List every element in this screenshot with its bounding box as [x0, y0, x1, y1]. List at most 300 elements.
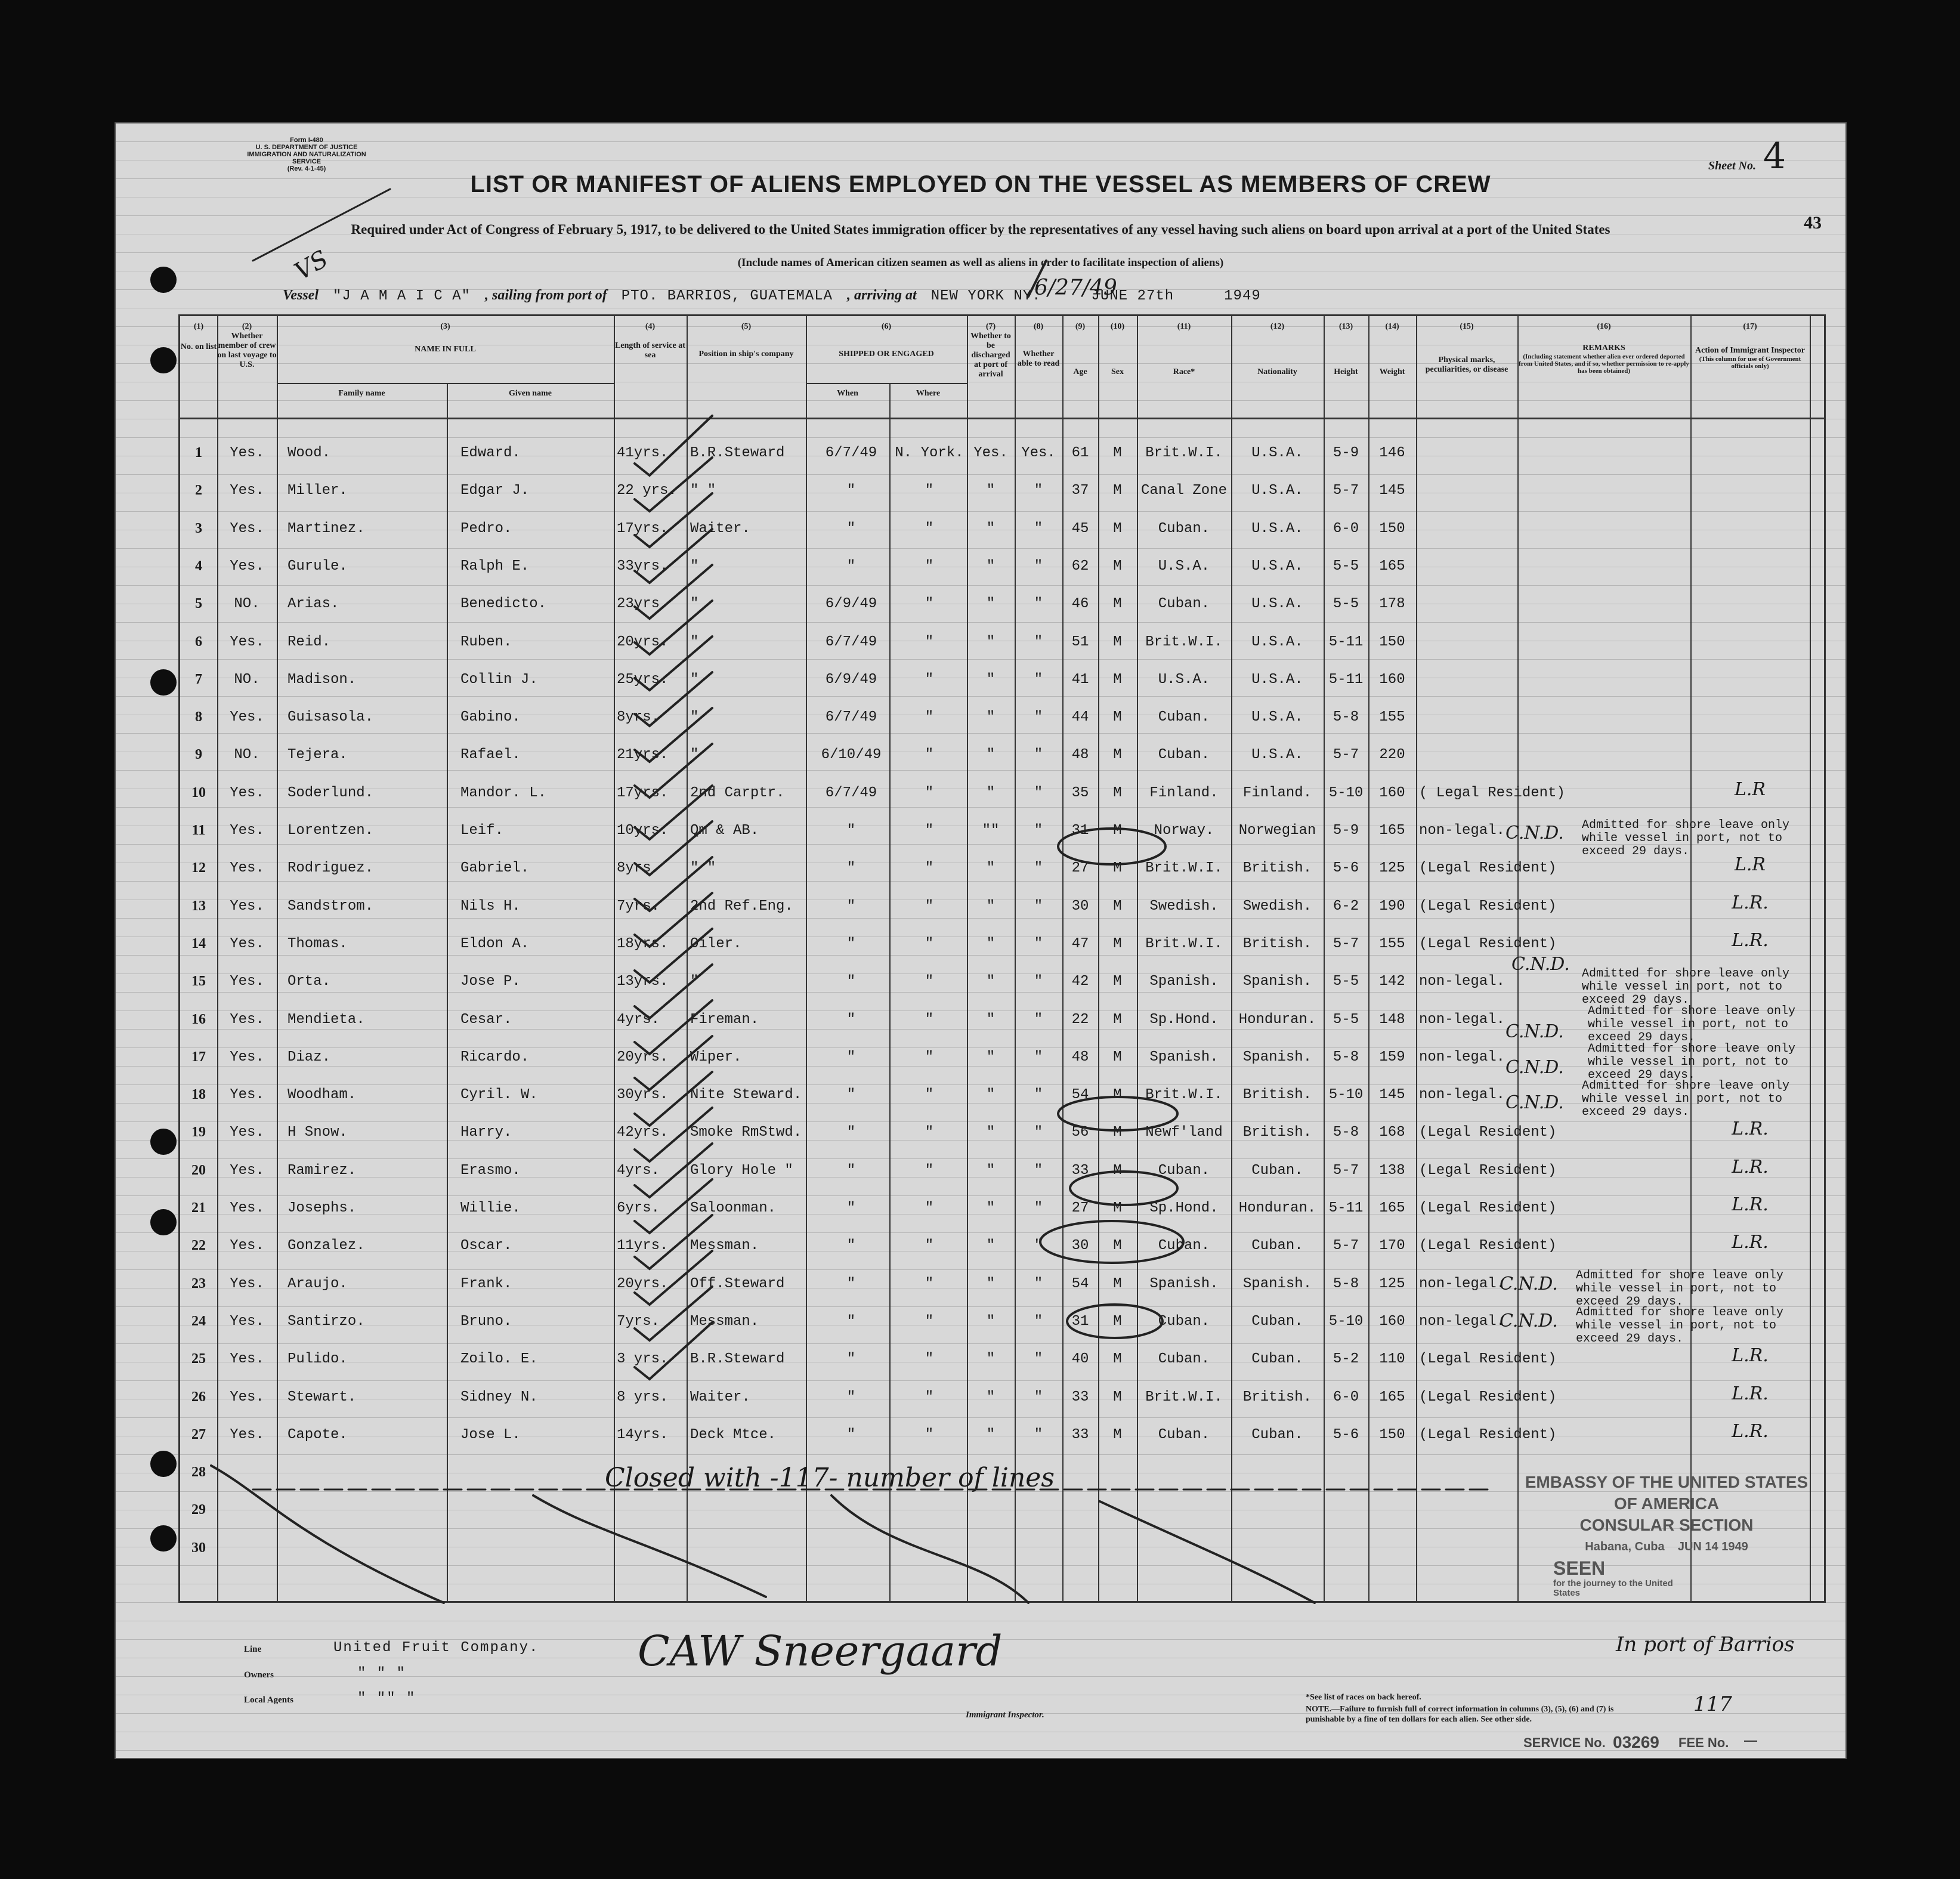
cell-discharged: " — [986, 520, 996, 537]
cell-marks: (Legal Resident) — [1419, 1200, 1557, 1216]
cell-family: Gonzalez. — [287, 1238, 365, 1254]
cell-read: " — [1034, 1313, 1043, 1330]
sheet-number-label: Sheet No. — [1708, 159, 1756, 172]
cell-race: Cuban. — [1158, 520, 1210, 537]
cell-position: Nite Steward. — [690, 1087, 802, 1104]
cell-read: " — [1034, 1238, 1043, 1254]
cell-age: 22 — [1071, 1011, 1089, 1028]
cell-given: Ricardo. — [460, 1049, 530, 1065]
cell-family: Reid. — [287, 633, 331, 650]
cell-weight: 110 — [1379, 1351, 1405, 1368]
cell-marks: non-legal. — [1419, 823, 1505, 839]
stamp-line-3: CONSULAR SECTION — [1579, 1516, 1754, 1534]
cell-sex: M — [1113, 1389, 1122, 1405]
cell-crew: Yes. — [230, 860, 264, 877]
header-col-3: (3) NAME IN FULL — [415, 322, 476, 354]
cell-age: 44 — [1071, 709, 1089, 726]
cell-no: 6 — [195, 633, 202, 650]
cell-when: 6/9/49 — [825, 671, 877, 688]
service-number-label: SERVICE No. — [1523, 1735, 1606, 1750]
cell-position: Glory Hole " — [690, 1162, 793, 1179]
cell-family: Mendieta. — [287, 1011, 365, 1028]
cell-no: 25 — [191, 1351, 206, 1367]
cell-crew: NO. — [234, 596, 260, 613]
cell-given: Sidney N. — [460, 1389, 538, 1405]
cell-read: " — [1034, 898, 1043, 914]
cell-position: " " — [690, 860, 716, 877]
header-col-5: (5) Position in ship's company — [698, 322, 794, 359]
cell-family: Araujo. — [287, 1275, 348, 1292]
header-col-7: (7) Whether to be discharged at port of arrival — [970, 322, 1011, 379]
cell-family: Soderlund. — [287, 784, 374, 801]
cell-no: 27 — [191, 1426, 206, 1442]
cell-where: " — [925, 898, 934, 914]
cell-race: U.S.A. — [1158, 671, 1210, 688]
cell-read: " — [1034, 1049, 1043, 1065]
cell-sex: M — [1113, 709, 1122, 726]
cell-service: 25yrs. — [617, 671, 669, 688]
cell-discharged: " — [986, 898, 996, 914]
cell-when: 6/10/49 — [821, 747, 882, 764]
cell-read: " — [1034, 1124, 1043, 1141]
owners-value: " " " — [357, 1665, 407, 1682]
cell-service: 10yrs. — [617, 823, 669, 839]
stamp-journey: for the journey to the United States — [1553, 1578, 1673, 1598]
cell-sex: M — [1113, 1162, 1122, 1179]
cell-crew: Yes. — [230, 483, 264, 499]
cell-family: Madison. — [287, 671, 357, 688]
cell-sex: M — [1113, 1087, 1122, 1104]
cell-where: " — [925, 1238, 934, 1254]
cell-read: " — [1034, 823, 1043, 839]
cell-sex: M — [1113, 1011, 1122, 1028]
cell-given: Leif. — [460, 823, 504, 839]
cell-no: 10 — [191, 784, 206, 801]
cell-race: Brit.W.I. — [1145, 935, 1223, 952]
cell-height: 5-11 — [1328, 633, 1364, 650]
cell-given: Benedicto. — [460, 596, 547, 613]
cell-where: " — [925, 823, 934, 839]
cell-weight: 160 — [1379, 784, 1405, 801]
cell-height: 5-11 — [1328, 671, 1364, 688]
agents-label: Local Agents — [244, 1695, 293, 1705]
cell-where: " — [925, 671, 934, 688]
cell-nationality: U.S.A. — [1251, 520, 1303, 537]
cell-crew: Yes. — [230, 898, 264, 914]
cell-where: " — [925, 1275, 934, 1292]
cell-nationality: U.S.A. — [1251, 709, 1303, 726]
cell-no: 13 — [191, 898, 206, 914]
cell-no: 2 — [195, 483, 202, 499]
cell-height: 5-8 — [1333, 1124, 1359, 1141]
cell-read: " — [1034, 709, 1043, 726]
cell-when: " — [846, 1313, 856, 1330]
cell-nationality: Swedish. — [1242, 898, 1312, 914]
line-value: United Fruit Company. — [333, 1640, 539, 1656]
cell-age: 48 — [1071, 1049, 1089, 1065]
header-col-14: (14) Weight — [1379, 322, 1405, 376]
cell-where: " — [925, 483, 934, 499]
cell-height: 5-5 — [1333, 974, 1359, 990]
handwritten-cnd: C.N.D. — [1511, 954, 1570, 975]
cell-height: 5-8 — [1333, 1049, 1359, 1065]
header-col-4: (4) Length of service at sea — [615, 322, 685, 360]
stamp-seen: SEEN — [1553, 1557, 1606, 1579]
cell-sex: M — [1113, 935, 1122, 952]
cell-sex: M — [1113, 558, 1122, 574]
cell-no: 14 — [191, 935, 206, 951]
cell-where: N. York. — [895, 445, 964, 461]
cell-race: Sp.Hond. — [1149, 1200, 1219, 1216]
handwritten-count: 117 — [1693, 1692, 1732, 1716]
cell-service: 8yrs. — [617, 709, 660, 726]
cell-sex: M — [1113, 860, 1122, 877]
cell-no: 21 — [191, 1200, 206, 1216]
inspector-label: Immigrant Inspector. — [966, 1710, 1044, 1720]
cell-position: Waiter. — [690, 1389, 750, 1405]
cell-weight: 168 — [1379, 1124, 1405, 1141]
cell-when: " — [846, 898, 856, 914]
cell-age: 37 — [1071, 483, 1089, 499]
cell-family: Martinez. — [287, 520, 365, 537]
handwritten-vs: VS — [290, 245, 333, 286]
cell-nationality: British. — [1242, 935, 1312, 952]
cell-height: 5-5 — [1333, 1011, 1359, 1028]
cell-race: Cuban. — [1158, 596, 1210, 613]
cell-nationality: Honduran. — [1238, 1011, 1316, 1028]
cell-read: " — [1034, 558, 1043, 574]
cell-nationality: Cuban. — [1251, 1426, 1303, 1443]
cell-age: 45 — [1071, 520, 1089, 537]
cell-nationality: Spanish. — [1242, 1049, 1312, 1065]
cell-given: Gabriel. — [460, 860, 530, 877]
header-col-13: (13) Height — [1334, 322, 1358, 376]
cell-weight: 165 — [1379, 1389, 1405, 1405]
cell-service: 21yrs. — [617, 747, 669, 764]
cell-service: 20yrs. — [617, 1049, 669, 1065]
cell-marks: ( Legal Resident) — [1419, 784, 1565, 801]
cell-family: Sandstrom. — [287, 898, 374, 914]
cell-sex: M — [1113, 784, 1122, 801]
cell-age: 40 — [1071, 1351, 1089, 1368]
cell-no: 17 — [191, 1049, 206, 1065]
handwritten-port-note: In port of Barrios — [1616, 1633, 1795, 1657]
cell-position: " — [690, 596, 699, 613]
cell-action: L.R — [1734, 778, 1766, 800]
cell-race: Brit.W.I. — [1145, 1389, 1223, 1405]
cell-nationality: U.S.A. — [1251, 596, 1303, 613]
cell-sex: M — [1113, 747, 1122, 764]
cell-height: 5-7 — [1333, 1238, 1359, 1254]
cell-service: 7yrs. — [617, 898, 660, 914]
cell-discharged: "" — [982, 823, 1000, 839]
cell-given: Jose L. — [460, 1426, 521, 1443]
cell-age: 62 — [1071, 558, 1089, 574]
vessel-label: Vessel — [283, 288, 319, 303]
cell-weight: 142 — [1379, 974, 1405, 990]
cell-crew: NO. — [234, 747, 260, 764]
cell-weight: 150 — [1379, 520, 1405, 537]
cell-action: L.R. — [1732, 1156, 1769, 1178]
handwritten-date: 6/27/49 — [1034, 276, 1117, 300]
cell-no: 23 — [191, 1275, 206, 1291]
remark-row-16: Admitted for shore leave only while vessel in port, not to exceed 29 days. — [1588, 1042, 1796, 1082]
cell-discharged: Yes. — [973, 445, 1008, 461]
page-number: 43 — [1804, 213, 1822, 233]
cell-action: L.R. — [1732, 1118, 1769, 1140]
cell-no: 7 — [195, 671, 202, 687]
cell-position: B.R.Steward — [690, 445, 785, 461]
cell-height: 5-7 — [1333, 935, 1359, 952]
cell-height: 5-11 — [1328, 1200, 1364, 1216]
cell-family: Ramirez. — [287, 1162, 357, 1179]
form-department: U. S. DEPARTMENT OF JUSTICE — [255, 144, 358, 151]
cell-position: Wiper. — [690, 1049, 742, 1065]
cell-position: " — [690, 974, 699, 990]
arriving-label: , arriving at — [847, 288, 917, 303]
cell-sex: M — [1113, 1049, 1122, 1065]
sailing-label: , sailing from port of — [485, 288, 607, 303]
cell-discharged: " — [986, 1238, 996, 1254]
cell-discharged: " — [986, 671, 996, 688]
cell-where: " — [925, 1011, 934, 1028]
cell-read: " — [1034, 596, 1043, 613]
cell-family: Orta. — [287, 974, 331, 990]
cell-position: " — [690, 558, 699, 574]
cell-race: Cuban. — [1158, 709, 1210, 726]
handwritten-cnd: C.N.D. — [1505, 823, 1564, 843]
service-number: 03269 — [1613, 1733, 1659, 1751]
cell-no: 20 — [191, 1162, 206, 1178]
header-col-12: (12) Nationality — [1257, 322, 1297, 376]
cell-where: " — [925, 1313, 934, 1330]
cell-action: L.R. — [1732, 1194, 1769, 1215]
cell-given: Edgar J. — [460, 483, 530, 499]
cell-race: Cuban. — [1158, 1426, 1210, 1443]
embassy-stamp — [1511, 1472, 1822, 1668]
cell-no: 12 — [191, 860, 206, 876]
cell-given: Collin J. — [460, 671, 538, 688]
cell-family: Arias. — [287, 596, 339, 613]
cell-height: 6-0 — [1333, 1389, 1359, 1405]
agents-value: " "" " — [357, 1691, 416, 1707]
cell-where: " — [925, 596, 934, 613]
cell-where: " — [925, 633, 934, 650]
cell-discharged: " — [986, 1426, 996, 1443]
cell-given: Rafael. — [460, 747, 521, 764]
cell-weight: 146 — [1379, 445, 1405, 461]
cell-nationality: Cuban. — [1251, 1313, 1303, 1330]
cell-nationality: British. — [1242, 1389, 1312, 1405]
header-col-6: (6) SHIPPED OR ENGAGED — [839, 322, 934, 359]
cell-given: Gabino. — [460, 709, 521, 726]
header-col-1: (1) No. on list — [180, 322, 217, 351]
cell-age: 35 — [1071, 784, 1089, 801]
cell-crew: Yes. — [230, 1238, 264, 1254]
cell-discharged: " — [986, 784, 996, 801]
cell-service: 8 yrs. — [617, 1389, 669, 1405]
cell-no: 4 — [195, 558, 202, 574]
cell-service: 8yrs. — [617, 860, 660, 877]
cell-crew: Yes. — [230, 1275, 264, 1292]
cell-position: Smoke RmStwd. — [690, 1124, 802, 1141]
cell-read: " — [1034, 671, 1043, 688]
cell-service: 4yrs. — [617, 1162, 660, 1179]
cell-race: Swedish. — [1149, 898, 1219, 914]
cell-service: 3 yrs. — [617, 1351, 669, 1368]
sailing-port: PTO. BARRIOS, GUATEMALA — [621, 288, 833, 304]
cell-read: " — [1034, 1162, 1043, 1179]
cell-given: Harry. — [460, 1124, 512, 1141]
cell-race: Brit.W.I. — [1145, 633, 1223, 650]
cell-family: Josephs. — [287, 1200, 357, 1216]
cell-discharged: " — [986, 935, 996, 952]
cell-when: " — [846, 1011, 856, 1028]
cell-race: Cuban. — [1158, 1313, 1210, 1330]
cell-family: Diaz. — [287, 1049, 331, 1065]
cell-discharged: " — [986, 860, 996, 877]
cell-discharged: " — [986, 1124, 996, 1141]
cell-marks: non-legal. — [1419, 1087, 1505, 1104]
cell-nationality: British. — [1242, 860, 1312, 877]
cell-weight: 165 — [1379, 558, 1405, 574]
cell-no: 5 — [195, 596, 202, 612]
cell-family: Lorentzen. — [287, 823, 374, 839]
cell-weight: 220 — [1379, 747, 1405, 764]
cell-service: 22 yrs. — [617, 483, 677, 499]
cell-marks: (Legal Resident) — [1419, 1124, 1557, 1141]
header-col-15: (15) Physical marks, peculiarities, or disease — [1425, 322, 1508, 374]
cell-position: Saloonman. — [690, 1200, 777, 1216]
cell-sex: M — [1113, 823, 1122, 839]
cell-age: 47 — [1071, 935, 1089, 952]
cell-position: Waiter. — [690, 520, 750, 537]
cell-read: " — [1034, 860, 1043, 877]
cell-read: " — [1034, 1351, 1043, 1368]
cell-weight: 160 — [1379, 671, 1405, 688]
cell-action: L.R — [1734, 854, 1766, 876]
cell-age: 48 — [1071, 747, 1089, 764]
cell-sex: M — [1113, 1124, 1122, 1141]
cell-no: 26 — [191, 1389, 206, 1405]
cell-nationality: British. — [1242, 1087, 1312, 1104]
cell-family: Stewart. — [287, 1389, 357, 1405]
cell-race: Finland. — [1149, 784, 1219, 801]
cell-nationality: Spanish. — [1242, 974, 1312, 990]
cell-nationality: Honduran. — [1238, 1200, 1316, 1216]
cell-crew: Yes. — [230, 1426, 264, 1443]
cell-position: " — [690, 747, 699, 764]
cell-discharged: " — [986, 1200, 996, 1216]
cell-nationality: U.S.A. — [1251, 445, 1303, 461]
cell-service: 33yrs. — [617, 558, 669, 574]
remark-row-14: Admitted for shore leave only while vessel in port, not to exceed 29 days. — [1582, 967, 1790, 1007]
cell-family: Pulido. — [287, 1351, 348, 1368]
cell-when: " — [846, 1124, 856, 1141]
cell-family: H Snow. — [287, 1124, 348, 1141]
document-subnote: (Include names of American citizen seamen as well as aliens in order to facilitate inspection of aliens) — [737, 256, 1224, 269]
cell-crew: Yes. — [230, 1124, 264, 1141]
cell-crew: Yes. — [230, 1313, 264, 1330]
cell-action: L.R. — [1732, 1383, 1769, 1404]
cell-height: 5-7 — [1333, 1162, 1359, 1179]
cell-service: 23yrs. — [617, 596, 669, 613]
cell-read: " — [1034, 1389, 1043, 1405]
cell-service: 6yrs. — [617, 1200, 660, 1216]
cell-crew: NO. — [234, 671, 260, 688]
cell-service: 17yrs. — [617, 784, 669, 801]
cell-given: Nils H. — [460, 898, 521, 914]
cell-when: 6/7/49 — [825, 445, 877, 461]
header-where: Where — [916, 389, 941, 398]
header-col-16: (16) REMARKS (Including statement whether alien ever ordered deported from United States, and if so, whether permission to re-apply has been obtained) — [1519, 322, 1689, 375]
cell-where: " — [925, 1351, 934, 1368]
cell-given: Cyril. W. — [460, 1087, 538, 1104]
cell-race: Norway. — [1154, 823, 1214, 839]
cell-weight: 150 — [1379, 633, 1405, 650]
header-given-name: Given name — [509, 389, 552, 398]
cell-age: 54 — [1071, 1275, 1089, 1292]
cell-height: 5-10 — [1328, 784, 1364, 801]
cell-nationality: Cuban. — [1251, 1351, 1303, 1368]
cell-age: 61 — [1071, 445, 1089, 461]
stamp-line-1: EMBASSY OF THE UNITED STATES — [1525, 1473, 1808, 1491]
cell-marks: (Legal Resident) — [1419, 1162, 1557, 1179]
cell-marks: non-legal. — [1419, 1275, 1505, 1292]
cell-family: Santirzo. — [287, 1313, 365, 1330]
cell-height: 5-5 — [1333, 558, 1359, 574]
cell-no: 29 — [191, 1502, 206, 1518]
cell-age: 30 — [1071, 1238, 1089, 1254]
cell-weight: 155 — [1379, 935, 1405, 952]
cell-marks: non-legal. — [1419, 1049, 1505, 1065]
cell-discharged: " — [986, 633, 996, 650]
header-family-name: Family name — [338, 389, 385, 398]
cell-where: " — [925, 558, 934, 574]
cell-family: Wood. — [287, 445, 331, 461]
cell-crew: Yes. — [230, 1162, 264, 1179]
cell-race: Brit.W.I. — [1145, 860, 1223, 877]
handwritten-cnd: C.N.D. — [1505, 1092, 1564, 1113]
cell-weight: 165 — [1379, 1200, 1405, 1216]
cell-when: " — [846, 1351, 856, 1368]
cell-no: 15 — [191, 974, 206, 990]
cell-read: " — [1034, 1087, 1043, 1104]
cell-read: " — [1034, 1275, 1043, 1292]
cell-action: L.R. — [1732, 1420, 1769, 1442]
cell-discharged: " — [986, 1275, 996, 1292]
cell-given: Cesar. — [460, 1011, 512, 1028]
cell-when: " — [846, 1049, 856, 1065]
cell-action: L.R. — [1732, 892, 1769, 913]
cell-service: 13yrs. — [617, 974, 669, 990]
cell-where: " — [925, 709, 934, 726]
cell-given: Zoilo. E. — [460, 1351, 538, 1368]
cell-sex: M — [1113, 898, 1122, 914]
inspector-signature: CAW Sneergaard — [638, 1627, 1003, 1676]
cell-sex: M — [1113, 1200, 1122, 1216]
cell-no: 3 — [195, 520, 202, 536]
cell-sex: M — [1113, 1426, 1122, 1443]
cell-read: " — [1034, 483, 1043, 499]
cell-height: 5-9 — [1333, 445, 1359, 461]
cell-no: 30 — [191, 1540, 206, 1556]
cell-given: Erasmo. — [460, 1162, 521, 1179]
owners-label: Owners — [244, 1670, 274, 1680]
cell-nationality: U.S.A. — [1251, 633, 1303, 650]
cell-when: " — [846, 558, 856, 574]
cell-height: 5-7 — [1333, 483, 1359, 499]
